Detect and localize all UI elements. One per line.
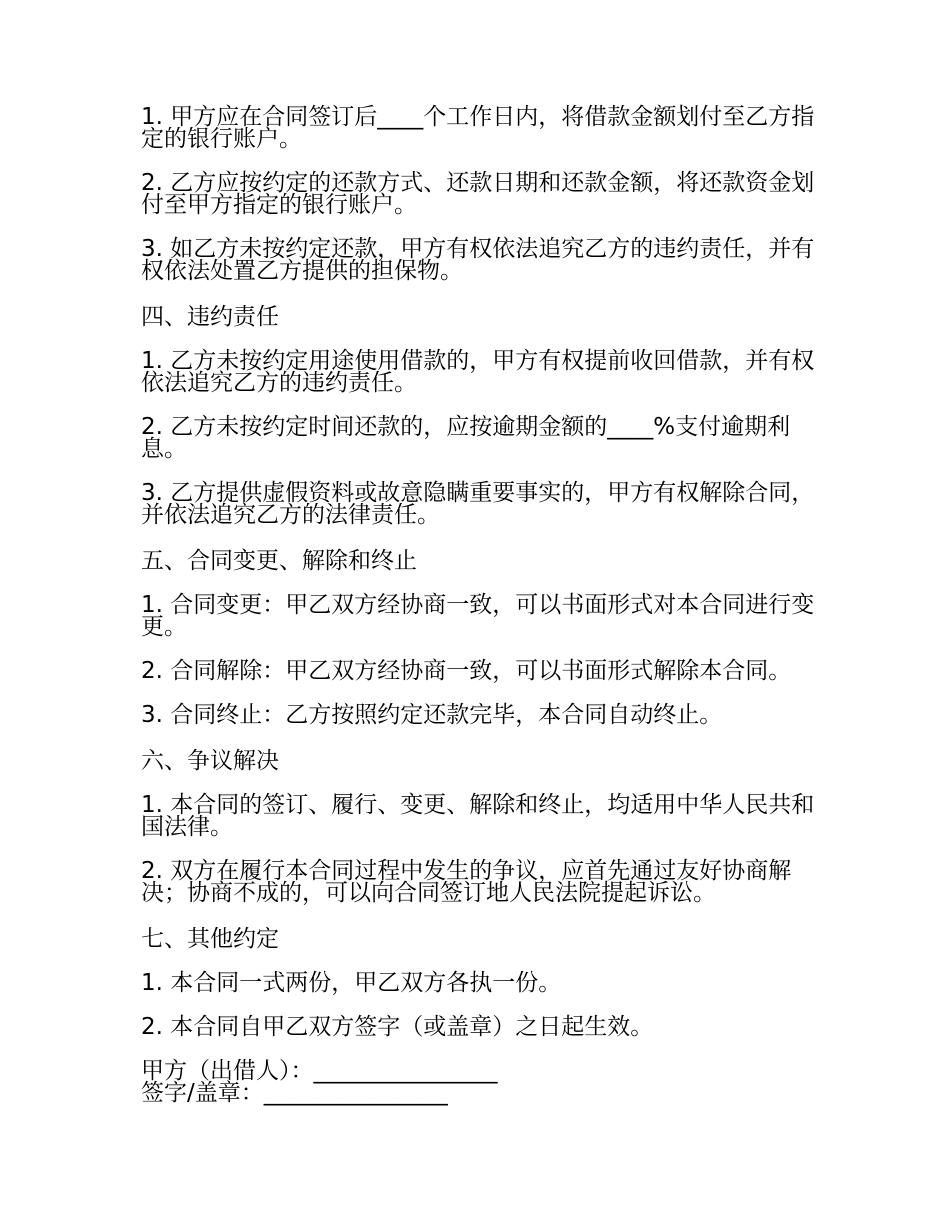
- paragraph-10: 1. 本合同的签订、履行、变更、解除和终止，均适用中华人民共和国法律。: [141, 792, 815, 840]
- paragraph-2: 2. 乙方应按约定的还款方式、还款日期和还款金额，将还款资金划付至甲方指定的银行账户。: [141, 170, 815, 218]
- paragraph-11: 2. 双方在履行本合同过程中发生的争议，应首先通过友好协商解决；协商不成的，可以向合同签订地人民法院提起诉讼。: [141, 858, 792, 906]
- paragraph-6: 3. 乙方提供虚假资料或故意隐瞒重要事实的，甲方有权解除合同，并依法追究乙方的法律责任。: [141, 480, 815, 528]
- paragraph-13: 2. 本合同自甲乙双方签字（或盖章）之日起生效。: [141, 1014, 654, 1040]
- section-heading-breach: 四、违约责任: [141, 304, 279, 330]
- paragraph-1: 1. 甲方应在合同签订后____个工作日内，将借款金额划付至乙方指定的银行账户。: [141, 104, 815, 152]
- signature-block: [141, 1060, 821, 1104]
- section-heading-change: 五、合同变更、解除和终止: [141, 548, 417, 574]
- section-heading-dispute: 六、争议解决: [141, 748, 279, 774]
- paragraph-3: 3. 如乙方未按约定还款，甲方有权依法追究乙方的违约责任，并有权依法处置乙方提供的担保物。: [141, 236, 815, 284]
- paragraph-8: 2. 合同解除：甲乙双方经协商一致，可以书面形式解除本合同。: [141, 658, 792, 684]
- paragraph-7: 1. 合同变更：甲乙双方经协商一致，可以书面形式对本合同进行变更。: [141, 592, 815, 640]
- party-a-signature-line: 甲方（出借人）：________________: [141, 1058, 498, 1084]
- paragraph-4: 1. 乙方未按约定用途使用借款的，甲方有权提前收回借款，并有权依法追究乙方的违约责任。: [141, 348, 815, 396]
- paragraph-5: 2. 乙方未按约定时间还款的，应按逾期金额的____%支付逾期利息。: [141, 414, 791, 462]
- document-page: [141, 106, 821, 1104]
- section-heading-other: 七、其他约定: [141, 926, 279, 952]
- sign-seal-line: 签字/盖章：________________: [141, 1080, 448, 1106]
- paragraph-12: 1. 本合同一式两份，甲乙双方各执一份。: [141, 970, 562, 996]
- paragraph-9: 3. 合同终止：乙方按照约定还款完毕，本合同自动终止。: [141, 702, 723, 728]
